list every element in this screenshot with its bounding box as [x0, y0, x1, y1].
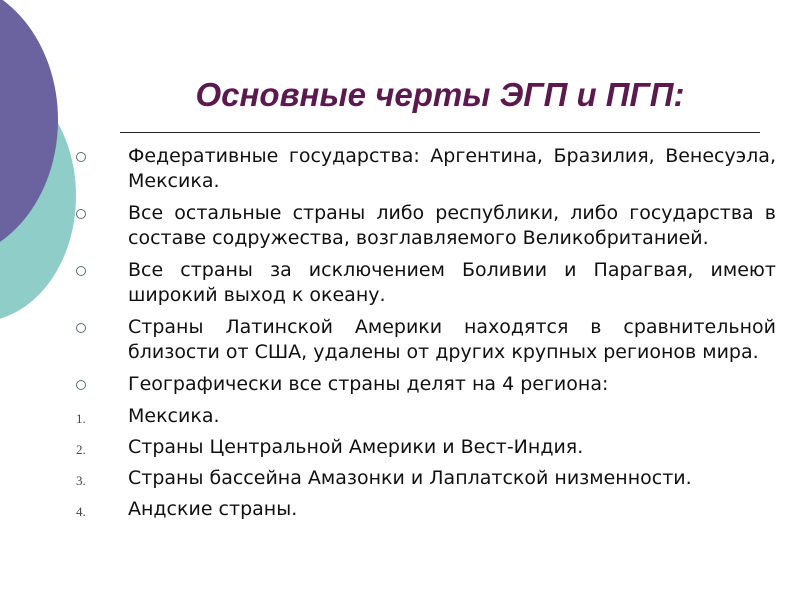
circle-bullet-icon	[76, 323, 86, 333]
slide-content	[76, 144, 776, 528]
numbered-item	[76, 404, 776, 429]
bullet-text: Географически все страны делят на 4 региона:	[128, 373, 609, 395]
bullet-item	[128, 315, 776, 365]
bullet-item	[128, 144, 776, 194]
list-number: 2.	[76, 442, 86, 457]
list-number: 1.	[76, 411, 86, 426]
circle-bullet-icon	[76, 266, 86, 276]
title-divider	[120, 132, 760, 133]
bullet-text: Федеративные государства: Аргентина, Бразилия, Венесуэла, Мексика.	[128, 145, 776, 192]
bullet-text: Страны Латинской Америки находятся в сравнительной близости от США, удалены от других крупных регионов мира.	[128, 316, 776, 363]
list-number: 3.	[76, 473, 86, 488]
numbered-text: Мексика.	[128, 405, 220, 427]
list-number: 4.	[76, 504, 86, 519]
bullet-item	[128, 372, 776, 397]
numbered-text: Страны Центральной Америки и Вест-Индия.	[128, 436, 584, 458]
numbered-text: Андские страны.	[128, 498, 298, 520]
numbered-item	[76, 466, 776, 491]
numbered-item	[76, 435, 776, 460]
circle-bullet-icon	[76, 380, 86, 390]
circle-bullet-icon	[76, 152, 86, 162]
bullet-text: Все остальные страны либо республики, либо государства в составе содружества, возглавляемого Великобританией.	[128, 202, 776, 249]
numbered-item	[76, 497, 776, 522]
bullet-item	[128, 258, 776, 308]
circle-bullet-icon	[76, 209, 86, 219]
numbered-text: Страны бассейна Амазонки и Лаплатской низменности.	[128, 467, 692, 489]
slide-title: Основные черты ЭГП и ПГП:	[195, 76, 685, 113]
bullet-item	[128, 201, 776, 251]
bullet-text: Все страны за исключением Боливии и Парагвая, имеют широкий выход к океану.	[128, 259, 776, 306]
